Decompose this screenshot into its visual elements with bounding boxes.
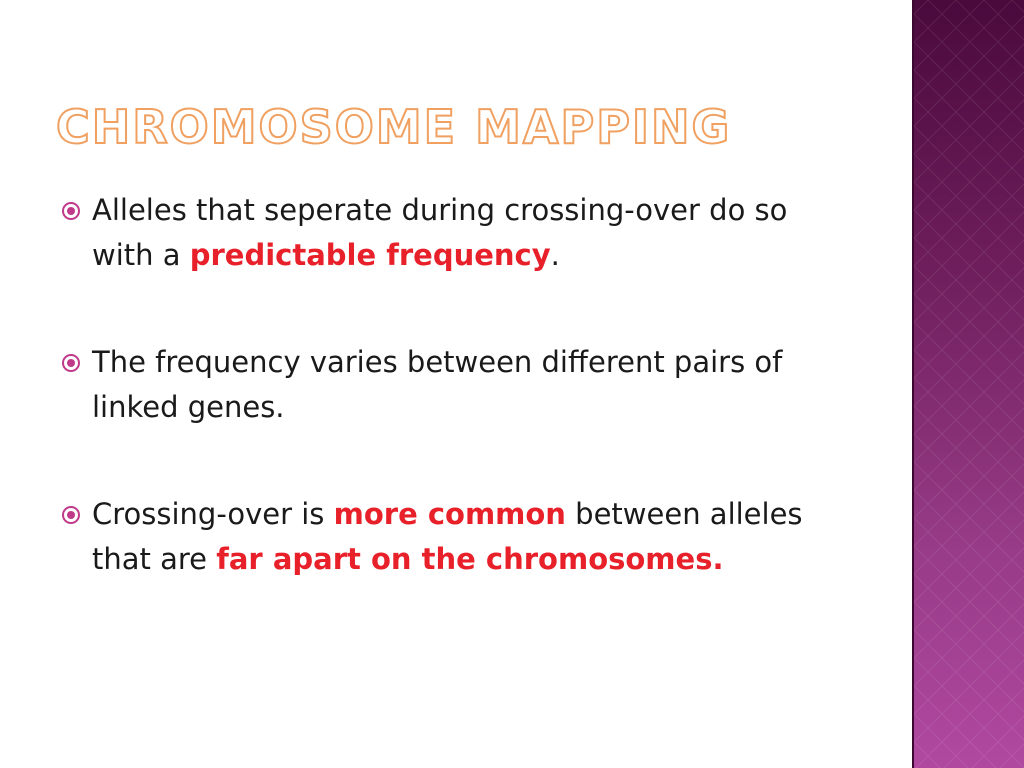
bullet-list <box>56 188 856 644</box>
highlight-text: far apart on the chromosomes. <box>216 542 724 576</box>
bullet-item <box>56 340 856 430</box>
bullet-text: Crossing-over is <box>92 497 334 531</box>
bullet-text: Alleles that seperate during crossing-over do so with a <box>92 193 788 272</box>
bullet-text: The frequency varies between different pairs of linked genes. <box>92 345 783 424</box>
bullet-text: . <box>550 238 560 272</box>
bullet-text: between alleles that are <box>92 497 803 576</box>
circled-dot-icon <box>60 504 82 526</box>
diamond-pattern <box>914 0 1024 768</box>
circled-dot-icon <box>60 200 82 222</box>
bullet-item <box>56 492 856 582</box>
highlight-text: more common <box>333 497 566 531</box>
highlight-text: predictable frequency <box>189 238 551 272</box>
slide-title: CHROMOSOME MAPPING <box>56 100 732 154</box>
circled-dot-icon <box>60 352 82 374</box>
bullet-item <box>56 188 856 278</box>
decorative-side-band <box>912 0 1024 768</box>
